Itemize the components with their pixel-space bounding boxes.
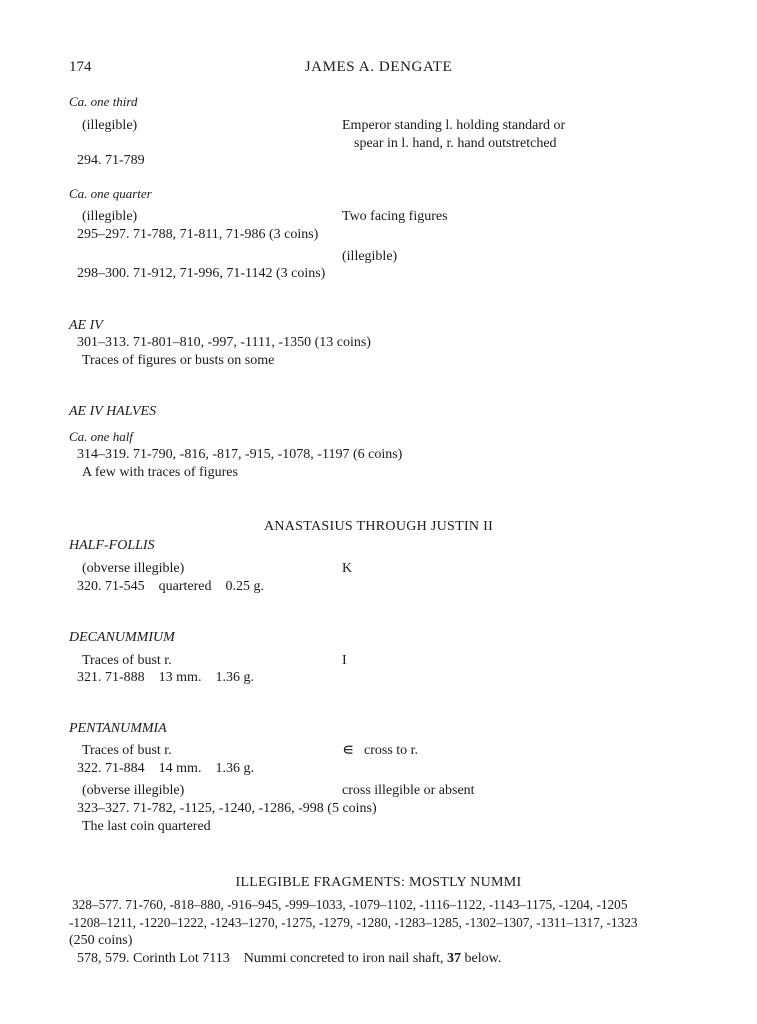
catalog-note: A few with traces of figures <box>82 465 238 480</box>
denomination-heading: PENTANUMMIA <box>69 721 167 736</box>
obverse-description: (illegible) <box>82 209 138 224</box>
catalog-entry-text: 578, 579. Corinth Lot 7113 Nummi concreted to iron nail shaft, <box>77 951 444 966</box>
catalog-note: The last coin quartered <box>82 819 211 834</box>
catalog-entry: 294. 71-789 <box>77 153 145 168</box>
catalog-entry: 323–327. 71-782, -1125, -1240, -1286, -998 (5 coins) <box>77 801 377 816</box>
denomination-heading: AE IV HALVES <box>69 404 157 419</box>
denomination-heading: DECANUMMIUM <box>69 630 175 645</box>
page-number: 174 <box>69 59 92 75</box>
catalog-note: Traces of figures or busts on some <box>82 353 275 368</box>
reverse-description: I <box>342 653 347 668</box>
obverse-description: Traces of bust r. <box>82 743 172 758</box>
reverse-description-continued: spear in l. hand, r. hand outstretched <box>354 136 557 151</box>
obverse-description: Traces of bust r. <box>82 653 172 668</box>
running-title: JAMES A. DENGATE <box>304 59 453 75</box>
obverse-description: (illegible) <box>82 118 138 133</box>
catalog-entry: 295–297. 71-788, 71-811, 71-986 (3 coins) <box>77 227 319 242</box>
catalog-entry-line: (250 coins) <box>69 933 133 948</box>
catalog-entry: 314–319. 71-790, -816, -817, -915, -1078, -1197 (6 coins) <box>77 447 403 462</box>
obverse-description: (obverse illegible) <box>82 561 185 576</box>
denomination-heading: Ca. one third <box>69 94 138 109</box>
denomination-subheading: Ca. one half <box>69 429 133 444</box>
reverse-description: (illegible) <box>342 249 398 264</box>
reverse-description: K <box>342 561 353 576</box>
section-title: ANASTASIUS THROUGH JUSTIN II <box>263 519 494 534</box>
section-title: ILLEGIBLE FRAGMENTS: MOSTLY NUMMI <box>235 875 522 890</box>
reverse-description: cross to r. <box>364 743 419 758</box>
catalog-entry: 322. 71-884 14 mm. 1.36 g. <box>77 761 254 776</box>
catalog-entry: 301–313. 71-801–810, -997, -1111, -1350 (13 coins) <box>77 335 371 350</box>
cross-reference-number: 37 <box>447 951 462 966</box>
reverse-description: cross illegible or absent <box>342 783 475 798</box>
denomination-heading: AE IV <box>69 318 103 333</box>
denomination-heading: HALF-FOLLIS <box>69 538 155 553</box>
catalog-entry: 298–300. 71-912, 71-996, 71-1142 (3 coins) <box>77 266 326 281</box>
catalog-entry-line: -1208–1211, -1220–1222, -1243–1270, -1275, -1279, -1280, -1283–1285, -1302–1307, -1311–1317, -1323 <box>69 915 638 930</box>
obverse-description: (obverse illegible) <box>82 783 185 798</box>
catalog-entry: 321. 71-888 13 mm. 1.36 g. <box>77 670 254 685</box>
catalog-entry-line: 328–577. 71-760, -818–880, -916–945, -999–1033, -1079–1102, -1116–1122, -1143–1175, -1204, -1205 <box>72 897 628 912</box>
catalog-entry: 320. 71-545 quartered 0.25 g. <box>77 579 265 594</box>
epsilon-mark: ∊ <box>342 740 355 759</box>
reverse-description: Two facing figures <box>342 209 448 224</box>
reverse-description: Emperor standing l. holding standard or <box>342 118 566 133</box>
catalog-entry-line <box>77 950 501 968</box>
catalog-entry-text: below. <box>464 951 502 966</box>
denomination-heading: Ca. one quarter <box>69 186 152 201</box>
